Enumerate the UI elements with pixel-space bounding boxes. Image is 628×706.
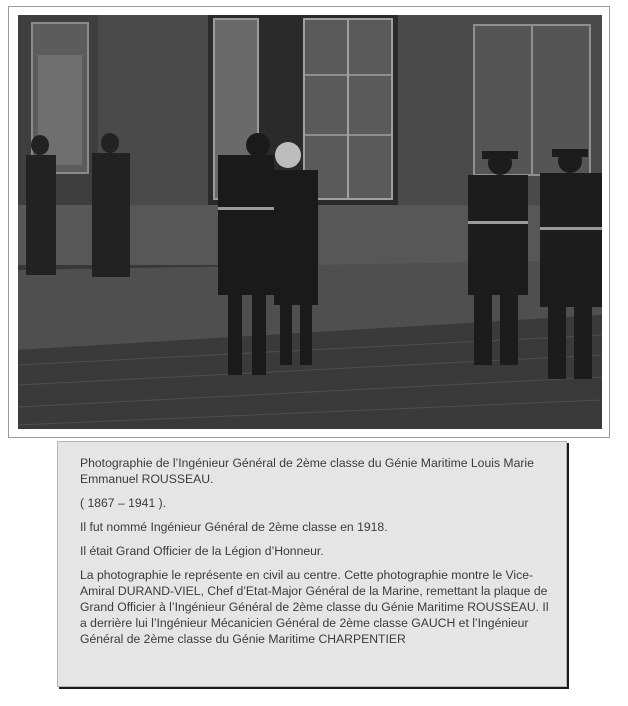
photograph-illustration: [18, 15, 602, 429]
caption-honour: Il était Grand Officier de la Légion d’Honneur.: [80, 544, 324, 558]
historical-photograph: [18, 15, 602, 429]
caption-title: Photographie de l’Ingénieur Général de 2ème classe du Génie Maritime Louis Marie Emmanuel ROUSSEAU.: [80, 456, 534, 486]
caption-dates: ( 1867 – 1941 ).: [80, 496, 167, 510]
caption-appointment: Il fut nommé Ingénieur Général de 2ème classe en 1918.: [80, 520, 388, 534]
caption-description: La photographie le représente en civil au centre. Cette photographie montre le Vice-Amiral DURAND-VIEL, Chef d’Etat-Major Général de la Marine, remettant la plaque de Grand Officier à l’Ingénieur Général de 2ème classe du Génie Maritime ROUSSEAU. Il a derrière lui l’Ingénieur Mécanicien Général de 2ème classe GAUCH et l’Ingénieur Général de 2ème classe du Génie Maritime CHARPENTIER: [80, 568, 549, 646]
photo-frame: [8, 6, 610, 438]
caption-box: [57, 441, 567, 687]
